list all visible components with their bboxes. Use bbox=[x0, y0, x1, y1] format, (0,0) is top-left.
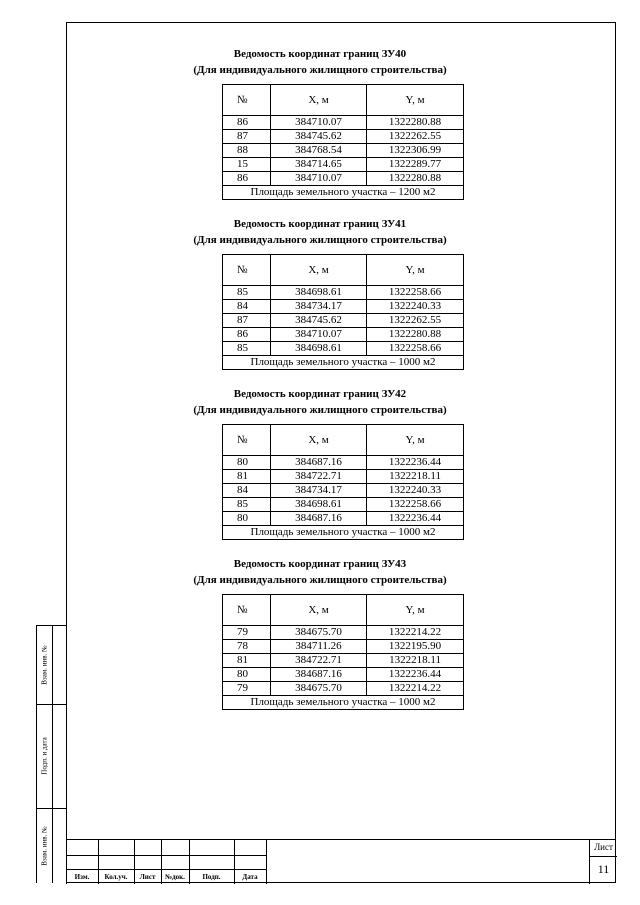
table-cell: 1322306.99 bbox=[367, 144, 464, 158]
table-header-row bbox=[223, 425, 464, 456]
table-row bbox=[223, 130, 464, 144]
sheet-number-box bbox=[589, 840, 617, 884]
area-row bbox=[223, 186, 464, 200]
table-cell: 1322236.44 bbox=[367, 512, 464, 526]
table-row bbox=[223, 682, 464, 696]
table-cell: 86 bbox=[223, 116, 271, 130]
table-cell: 384734.17 bbox=[270, 300, 366, 314]
table-cell: 85 bbox=[223, 342, 271, 356]
table-row bbox=[223, 654, 464, 668]
table-cell: 78 bbox=[223, 640, 271, 654]
table-cell: 1322280.88 bbox=[367, 172, 464, 186]
table-cell: 384698.61 bbox=[270, 342, 366, 356]
table-cell: 1322236.44 bbox=[367, 668, 464, 682]
table-cell: 384687.16 bbox=[270, 668, 366, 682]
section-title: Ведомость координат границ ЗУ40 bbox=[233, 48, 407, 60]
side-strip-divider bbox=[52, 626, 53, 883]
table-cell: 1322289.77 bbox=[367, 158, 464, 172]
table-header-cell: № bbox=[223, 595, 271, 626]
table-cell: 88 bbox=[223, 144, 271, 158]
table-row bbox=[223, 144, 464, 158]
table-cell: 384675.70 bbox=[270, 626, 366, 640]
section-subtitle: (Для индивидуального жилищного строительства) bbox=[193, 234, 447, 246]
table-cell: 85 bbox=[223, 498, 271, 512]
table-cell: 81 bbox=[223, 470, 271, 484]
stamp-header-doc: №док. bbox=[165, 873, 185, 881]
table-header-cell: Y, м bbox=[367, 255, 464, 286]
sheet-label: Лист bbox=[594, 842, 613, 852]
table-cell: 1322280.88 bbox=[367, 328, 464, 342]
area-row bbox=[223, 696, 464, 710]
table-row bbox=[223, 300, 464, 314]
table-cell: 384710.07 bbox=[270, 328, 366, 342]
table-cell: 384687.16 bbox=[270, 512, 366, 526]
table-cell: 1322236.44 bbox=[367, 456, 464, 470]
table-cell: 384722.71 bbox=[270, 654, 366, 668]
area-cell: Площадь земельного участка – 1000 м2 bbox=[223, 696, 464, 710]
table-row bbox=[223, 314, 464, 328]
table-cell: 384675.70 bbox=[270, 682, 366, 696]
stamp-header-sheet: Лист bbox=[139, 873, 156, 881]
table-header-cell: Y, м bbox=[367, 85, 464, 116]
table-cell: 80 bbox=[223, 456, 271, 470]
table-cell: 86 bbox=[223, 172, 271, 186]
stamp-header-change: Изм. bbox=[74, 873, 90, 881]
table-header-cell: X, м bbox=[270, 255, 366, 286]
area-row bbox=[223, 526, 464, 540]
table-cell: 384698.61 bbox=[270, 498, 366, 512]
section-subtitle: (Для индивидуального жилищного строительства) bbox=[193, 574, 447, 586]
section-title: Ведомость координат границ ЗУ41 bbox=[233, 218, 407, 230]
table-cell: 1322258.66 bbox=[367, 342, 464, 356]
side-label-replaced-inv: Взам. инв. № bbox=[40, 645, 49, 685]
section-subtitle: (Для индивидуального жилищного строительства) bbox=[193, 404, 447, 416]
title-block-grid bbox=[66, 840, 266, 884]
table-cell: 384714.65 bbox=[270, 158, 366, 172]
table-cell: 80 bbox=[223, 668, 271, 682]
side-label-sign-date: Подп. и дата bbox=[40, 737, 49, 775]
table-row bbox=[223, 342, 464, 356]
coords-section bbox=[0, 46, 640, 198]
table-row bbox=[223, 456, 464, 470]
section-title: Ведомость координат границ ЗУ43 bbox=[233, 558, 407, 570]
table-cell: 1322258.66 bbox=[367, 498, 464, 512]
table-cell: 15 bbox=[223, 158, 271, 172]
table-cell: 1322262.55 bbox=[367, 130, 464, 144]
table-cell: 79 bbox=[223, 626, 271, 640]
sheet-number: 11 bbox=[597, 862, 610, 876]
table-row bbox=[223, 328, 464, 342]
section-title: Ведомость координат границ ЗУ42 bbox=[233, 388, 407, 400]
coords-table bbox=[222, 424, 464, 540]
coords-table bbox=[222, 84, 464, 200]
table-cell: 87 bbox=[223, 314, 271, 328]
table-cell: 86 bbox=[223, 328, 271, 342]
table-cell: 1322240.33 bbox=[367, 300, 464, 314]
table-cell: 1322258.66 bbox=[367, 286, 464, 300]
table-row bbox=[223, 668, 464, 682]
stamp-header-date: Дата bbox=[242, 873, 258, 881]
area-cell: Площадь земельного участка – 1000 м2 bbox=[223, 356, 464, 370]
table-cell: 79 bbox=[223, 682, 271, 696]
coords-section bbox=[0, 386, 640, 538]
table-cell: 1322218.11 bbox=[367, 470, 464, 484]
area-cell: Площадь земельного участка – 1200 м2 bbox=[223, 186, 464, 200]
table-header-cell: Y, м bbox=[367, 595, 464, 626]
side-label-inv-number: Взам. инв. № bbox=[40, 826, 49, 866]
table-row bbox=[223, 640, 464, 654]
table-header-cell: № bbox=[223, 425, 271, 456]
table-cell: 384722.71 bbox=[270, 470, 366, 484]
table-header-cell: X, м bbox=[270, 425, 366, 456]
table-header-cell: № bbox=[223, 255, 271, 286]
coords-section bbox=[0, 216, 640, 368]
table-row bbox=[223, 484, 464, 498]
title-block bbox=[66, 839, 616, 883]
table-cell: 384711.26 bbox=[270, 640, 366, 654]
table-cell: 384745.62 bbox=[270, 314, 366, 328]
coords-table bbox=[222, 594, 464, 710]
table-row bbox=[223, 158, 464, 172]
table-cell: 81 bbox=[223, 654, 271, 668]
table-row bbox=[223, 512, 464, 526]
table-row bbox=[223, 116, 464, 130]
stamp-header-count: Кол.уч. bbox=[104, 873, 128, 881]
area-row bbox=[223, 356, 464, 370]
table-cell: 85 bbox=[223, 286, 271, 300]
coords-table bbox=[222, 254, 464, 370]
table-cell: 384768.54 bbox=[270, 144, 366, 158]
table-cell: 384710.07 bbox=[270, 172, 366, 186]
table-cell: 87 bbox=[223, 130, 271, 144]
table-cell: 1322280.88 bbox=[367, 116, 464, 130]
table-header-row bbox=[223, 85, 464, 116]
table-cell: 384745.62 bbox=[270, 130, 366, 144]
table-cell: 1322218.11 bbox=[367, 654, 464, 668]
table-row bbox=[223, 470, 464, 484]
table-cell: 84 bbox=[223, 300, 271, 314]
stamp-header-sign: Подп. bbox=[202, 873, 221, 881]
table-cell: 1322195.90 bbox=[367, 640, 464, 654]
table-header-cell: X, м bbox=[270, 595, 366, 626]
table-header-cell: № bbox=[223, 85, 271, 116]
table-cell: 1322214.22 bbox=[367, 626, 464, 640]
table-cell: 384698.61 bbox=[270, 286, 366, 300]
table-header-row bbox=[223, 595, 464, 626]
table-header-cell: Y, м bbox=[367, 425, 464, 456]
table-cell: 384734.17 bbox=[270, 484, 366, 498]
table-cell: 80 bbox=[223, 512, 271, 526]
area-cell: Площадь земельного участка – 1000 м2 bbox=[223, 526, 464, 540]
table-header-cell: X, м bbox=[270, 85, 366, 116]
table-row bbox=[223, 498, 464, 512]
table-row bbox=[223, 286, 464, 300]
table-cell: 1322240.33 bbox=[367, 484, 464, 498]
table-cell: 384710.07 bbox=[270, 116, 366, 130]
table-cell: 1322262.55 bbox=[367, 314, 464, 328]
table-cell: 1322214.22 bbox=[367, 682, 464, 696]
table-row bbox=[223, 626, 464, 640]
section-subtitle: (Для индивидуального жилищного строительства) bbox=[193, 64, 447, 76]
table-header-row bbox=[223, 255, 464, 286]
table-cell: 84 bbox=[223, 484, 271, 498]
table-cell: 384687.16 bbox=[270, 456, 366, 470]
side-strip bbox=[36, 625, 66, 883]
table-row bbox=[223, 172, 464, 186]
